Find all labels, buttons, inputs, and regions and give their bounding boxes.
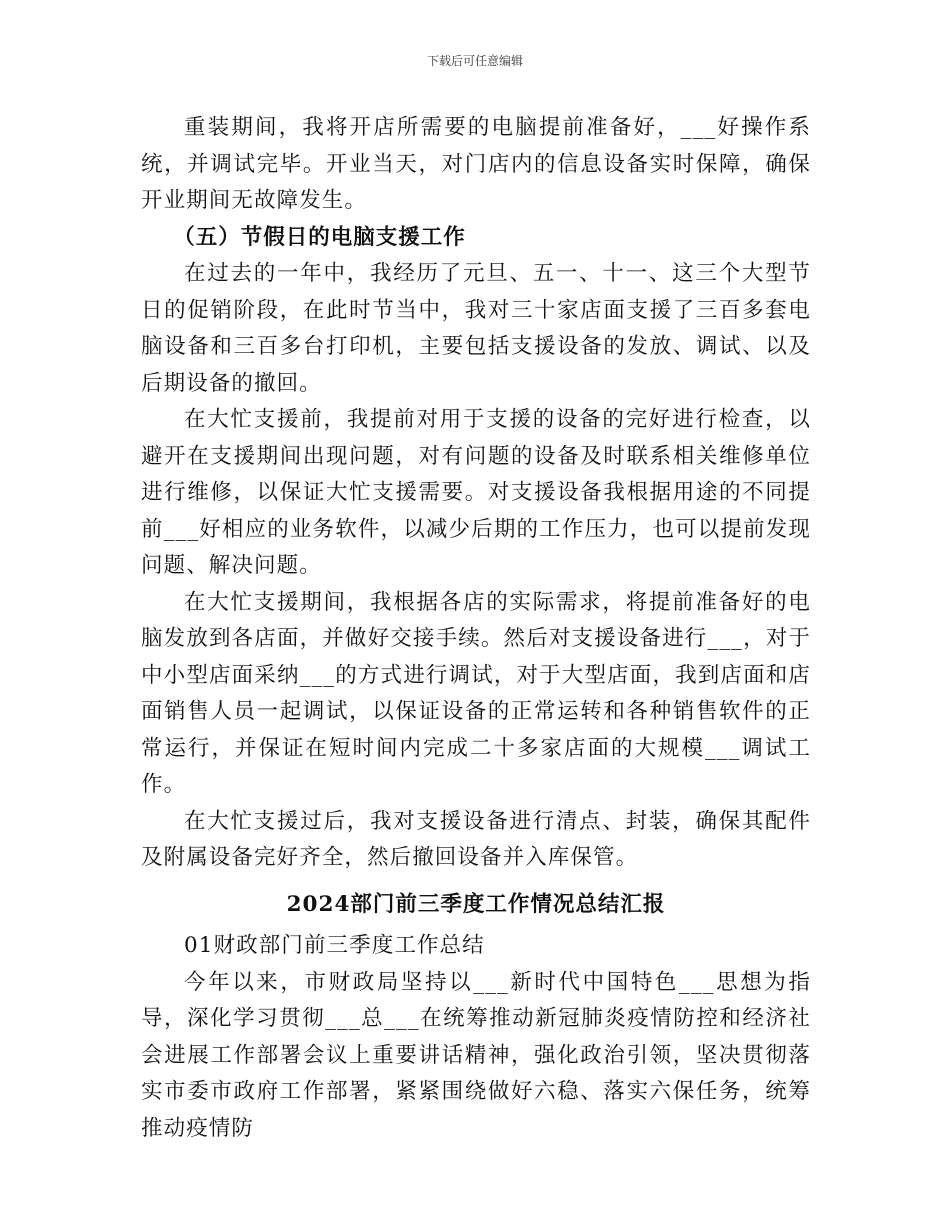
- document-body: [141, 110, 811, 1147]
- report-title: 2024部门前三季度工作情况总结汇报: [286, 891, 666, 917]
- paragraph: 重装期间，我将开店所需要的电脑提前准备好，___好操作系统，并调试完毕。开业当天，对门店内的信息设备实时保障，确保开业期间无故障发生。: [141, 115, 811, 213]
- page-header: 下载后可任意编辑: [426, 54, 523, 68]
- subheading: 01财政部门前三季度工作总结: [184, 933, 485, 958]
- paragraph: 在大忙支援前，我提前对用于支援的设备的完好进行检查，以避开在支援期间出现问题，对有问题的设备及时联系相关维修单位进行维修，以保证大忙支援需要。对支援设备我根据用途的不同提前___好相应的业务软件，以减少后期的工作压力，也可以提前发现问题、解决问题。: [141, 407, 811, 578]
- section-heading: （五）节假日的电脑支援工作: [173, 224, 466, 250]
- paragraph: 在大忙支援过后，我对支援设备进行清点、封装，确保其配件及附属设备完好齐全，然后撤回设备并入库保管。: [141, 808, 811, 870]
- paragraph: 在过去的一年中，我经历了元旦、五一、十一、这三个大型节日的促销阶段，在此时节当中，我对三十家店面支援了三百多套电脑设备和三百多台打印机，主要包括支援设备的发放、调试、以及后期设备的撤回。: [141, 261, 811, 396]
- paragraph: 在大忙支援期间，我根据各店的实际需求，将提前准备好的电脑发放到各店面，并做好交接手续。然后对支援设备进行___，对于中小型店面采纳___的方式进行调试，对于大型店面，我到店面和店面销售人员一起调试，以保证设备的正常运转和各种销售软件的正常运行，并保证在短时间内完成二十多家店面的大规模___调试工作。: [141, 589, 811, 797]
- paragraph: 今年以来，市财政局坚持以___新时代中国特色___思想为指导，深化学习贯彻___总___在统筹推动新冠肺炎疫情防控和经济社会进展工作部署会议上重要讲话精神，强化政治引领，坚决贯彻落实市委市政府工作部署，紧紧围绕做好六稳、落实六保任务，统筹推动疫情防: [141, 969, 811, 1141]
